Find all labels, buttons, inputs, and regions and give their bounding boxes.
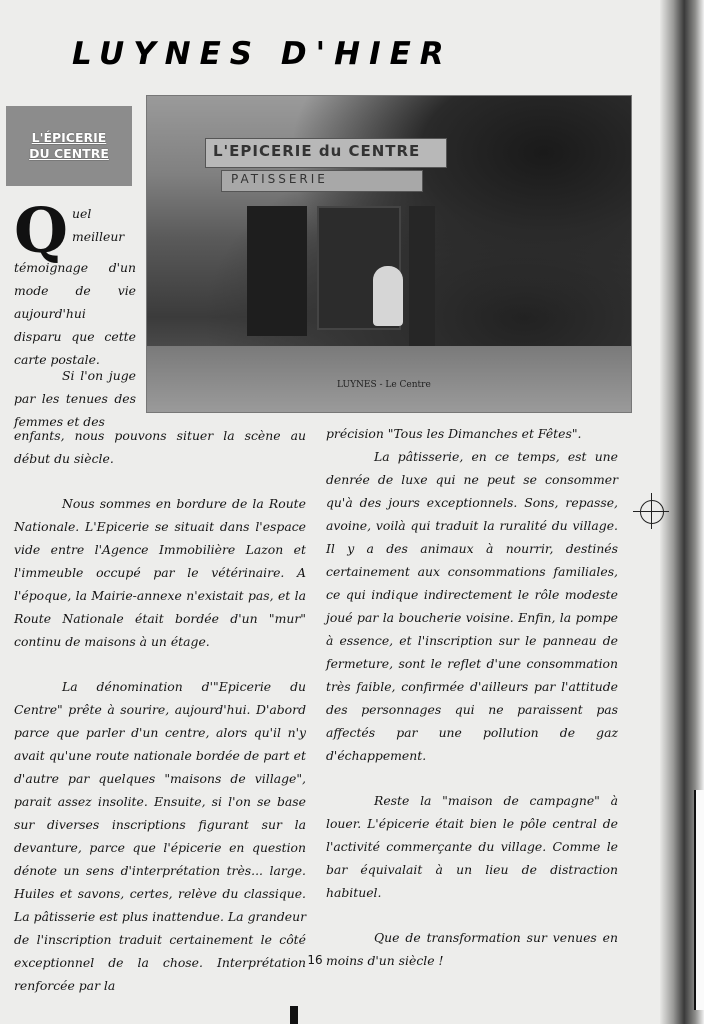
page-title: LUYNES D'HIER [72, 36, 453, 72]
right-paragraph: Reste la "maison de campagne" à louer. L'épicerie était bien le pôle central de l'activité commerçante du village. Comme le bar équivalait à un lieu de distraction habituel. [326, 793, 618, 900]
narrow-paragraph [14, 364, 136, 433]
shop-window-side [409, 206, 435, 346]
section-label-line1: L'ÉPICERIE [31, 130, 107, 146]
postcard-photo [146, 95, 632, 413]
shop-door [247, 206, 307, 336]
page-edge-mark [694, 790, 704, 1010]
postcard-caption: LUYNES - Le Centre [337, 380, 431, 390]
narrow-paragraph-text: Si l'on juge par les tenues des femmes et des [14, 368, 136, 429]
crop-mark [290, 1006, 298, 1024]
person-figure [373, 266, 403, 326]
registration-mark-icon [640, 500, 664, 524]
intro-text: uel meilleur témoignage d'un mode de vie aujourd'hui disparu que cette carte postale. [14, 206, 136, 367]
section-label-box [6, 106, 132, 186]
left-paragraph: Nous sommes en bordure de la Route Nationale. L'Epicerie se situait dans l'espace vide entre l'Agence Immobilière Lazon et l'immeuble occupé par le vétérinaire. A l'époque, la Mairie-annexe n'existait pas, et la Route Nationale était bordée d'un "mur" continu de maisons à un étage. [14, 496, 306, 649]
section-label [29, 130, 109, 161]
shop-sign-text: L'EPICERIE du CENTRE [213, 142, 421, 160]
street-ground [147, 346, 631, 412]
left-paragraph: La dénomination d'"Epicerie du Centre" prête à sourire, aujourd'hui. D'abord parce que parler d'un centre, alors qu'il n'y avait qu'une route nationale bordée de part et d'autre par quelques "maisons de village", parait assez insolite. Ensuite, si l'on se base sur diverses inscriptions figurant sur la devanture, parce que l'épicerie en question dénote un sens d'interprétation très... large. Huiles et savons, certes, relève du classique. La pâtisserie est plus inattendue. La grandeur de l'inscription traduit certainement le côté exceptionnel de la chose. Interprétation renforcée par la [14, 679, 306, 993]
left-paragraph: enfants, nous pouvons situer la scène au début du siècle. [14, 428, 306, 466]
left-column [14, 424, 306, 997]
section-label-line2: DU CENTRE [29, 146, 109, 161]
page-number: 16 [307, 953, 323, 967]
intro-paragraph [14, 194, 136, 371]
right-paragraph: précision "Tous les Dimanches et Fêtes". [326, 426, 582, 441]
drop-cap: Q [14, 194, 69, 267]
right-paragraph: Que de transformation sur venues en moins d'un siècle ! [326, 930, 618, 968]
shop-subsign-text: PATISSERIE [231, 172, 328, 186]
right-paragraph: La pâtisserie, en ce temps, est une denrée de luxe qui ne peut se consommer qu'à des jours exceptionnels. Sons, repasse, avoine, voilà qui traduit la ruralité du village. Il y a des animaux à nourrir, destinés certainement aux consommations familiales, ce qui indique indirectement le rôle modeste joué par la boucherie voisine. Enfin, la pompe à essence, et l'inscription sur le panneau de fermeture, sont le reflet d'une consommation très faible, confirmée d'ailleurs par l'attitude des personnages qui ne paraissent pas affectés par une pollution de gaz d'échappement. [326, 449, 618, 763]
right-column [326, 422, 618, 972]
